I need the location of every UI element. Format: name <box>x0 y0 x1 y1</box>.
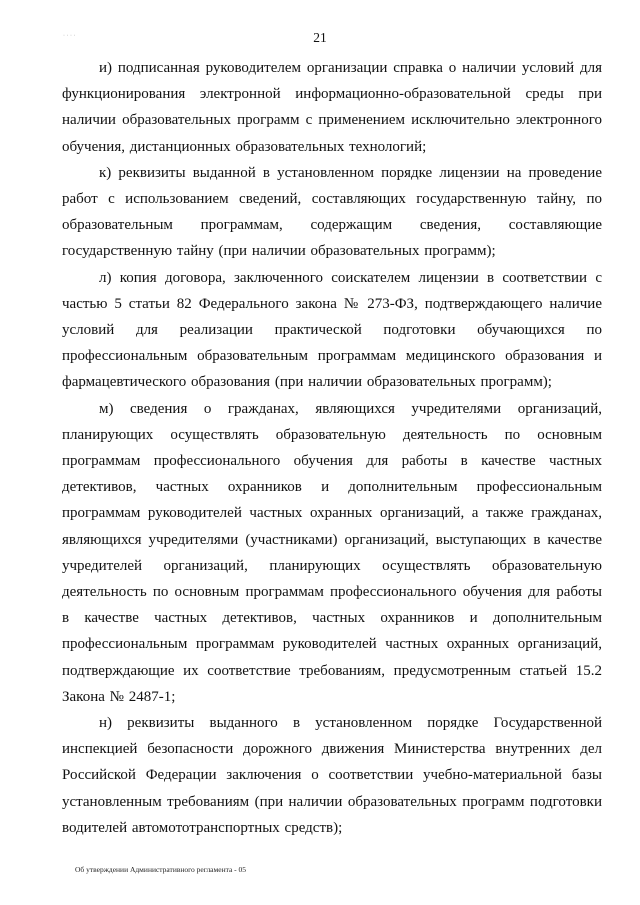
document-body <box>62 55 602 841</box>
scan-mark: · · · · <box>63 33 76 39</box>
paragraph-m: м) сведения о гражданах, являющихся учредителями организаций, планирующих осуществлять образовательную деятельность по основным программам профессионального обучения для работы в качестве частных детективов, частных охранников и дополнительным профессиональным программам руководителей частных охранных организаций, а также гражданах, являющихся учредителями (участниками) организаций, выступающих в качестве учредителей организаций, планирующих осуществлять образовательную деятельность по основным программам профессионального обучения для работы в качестве частных детективов, частных охранников и дополнительным профессиональным программам руководителей частных охранных организаций, подтверждающие их соответствие требованиям, предусмотренным статьей 15.2 Закона № 2487-1; <box>62 400 602 705</box>
paragraph-n: н) реквизиты выданного в установленном порядке Государственной инспекцией безопасности дорожного движения Министерства внутренних дел Российской Федерации заключения о соответствии учебно-материальной базы установленным требованиям (при наличии образовательных программ подготовки водителей автомототранспортных средств); <box>62 715 602 836</box>
footer-text: Об утверждении Административного регламента - 05 <box>75 865 247 874</box>
paragraph-k: к) реквизиты выданной в установленном порядке лицензии на проведение работ с использованием сведений, составляющих государственную тайну, по образовательным программам, содержащим сведения, составляющие государственную тайну (при наличии образовательных программ); <box>62 164 602 260</box>
paragraph-i: и) подписанная руководителем организации справка о наличии условий для функционирования электронной информационно-образовательной среды при наличии образовательных программ с применением исключительно электронного обучения, дистанционных образовательных технологий; <box>62 60 602 155</box>
page-number: 21 <box>313 30 327 45</box>
paragraph-l: л) копия договора, заключенного соискателем лицензии в соответствии с частью 5 статьи 82 Федерального закона № 273-ФЗ, подтверждающего наличие условий для реализации практической подготовки обучающихся по профессиональным образовательным программам медицинского образования и фармацевтического образования (при наличии образовательных программ); <box>62 269 602 391</box>
